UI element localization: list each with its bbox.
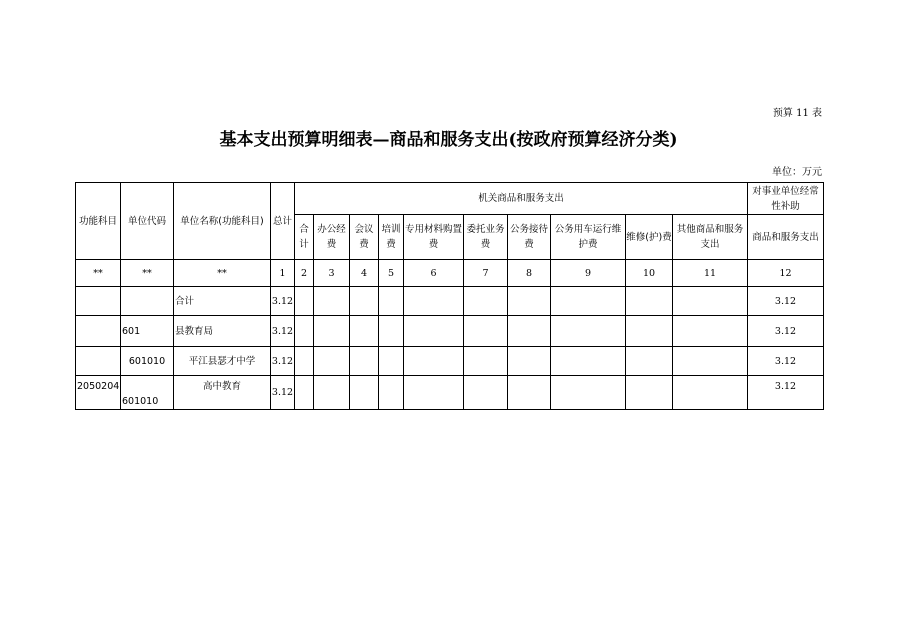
table-row: [76, 316, 824, 347]
index-cell: 4: [350, 260, 379, 287]
header-total: 总计: [271, 183, 295, 260]
header-row-1: [76, 183, 824, 215]
index-cell: 3: [314, 260, 350, 287]
index-cell: 2: [295, 260, 314, 287]
header-unit-name: 单位名称(功能科目): [174, 183, 271, 260]
header-col-reception: 公务接待费: [508, 215, 551, 260]
index-cell: **: [121, 260, 174, 287]
header-col-repair: 维修(护)费: [626, 215, 673, 260]
cell-total: 3.12: [271, 287, 295, 316]
header-col-inst-goods: 商品和服务支出: [748, 215, 824, 260]
unit-label: 单位：万元: [772, 167, 822, 178]
cell-unit-name: 高中教育: [174, 376, 271, 410]
cell-unit-code: 601010: [121, 376, 174, 410]
header-col-office: 办公经费: [314, 215, 350, 260]
header-func-subject: 功能科目: [76, 183, 121, 260]
table-row: [76, 347, 824, 376]
cell-func-subject: [76, 287, 121, 316]
index-cell: 8: [508, 260, 551, 287]
cell-inst-goods: 3.12: [748, 316, 824, 347]
header-col-training: 培训费: [379, 215, 404, 260]
budget-table: [75, 182, 824, 410]
index-row: [76, 260, 824, 287]
header-unit-code: 单位代码: [121, 183, 174, 260]
index-cell: 5: [379, 260, 404, 287]
cell-unit-name: 平江县瑟才中学: [174, 347, 271, 376]
table-row: [76, 287, 824, 316]
cell-total: 3.12: [271, 316, 295, 347]
index-cell: 1: [271, 260, 295, 287]
cell-func-subject: 2050204: [76, 376, 121, 410]
index-cell: **: [174, 260, 271, 287]
header-col-other: 其他商品和服务支出: [673, 215, 748, 260]
index-cell: **: [76, 260, 121, 287]
index-cell: 10: [626, 260, 673, 287]
header-col-vehicle: 公务用车运行维护费: [551, 215, 626, 260]
cell-unit-name: 合计: [174, 287, 271, 316]
cell-inst-goods: 3.12: [748, 376, 824, 410]
index-cell: 7: [464, 260, 508, 287]
cell-func-subject: [76, 347, 121, 376]
index-cell: 12: [748, 260, 824, 287]
cell-total: 3.12: [271, 347, 295, 376]
cell-unit-code: 601: [121, 316, 174, 347]
header-col-meeting: 会议费: [350, 215, 379, 260]
header-group-gov: 机关商品和服务支出: [295, 183, 748, 215]
form-number: 预算 11 表: [772, 108, 822, 119]
header-col-materials: 专用材料购置费: [404, 215, 464, 260]
header-col-heji: 合计: [295, 215, 314, 260]
index-cell: 9: [551, 260, 626, 287]
cell-total: 3.12: [271, 376, 295, 410]
header-col-entrusted: 委托业务费: [464, 215, 508, 260]
cell-unit-code: 601010: [121, 347, 174, 376]
cell-func-subject: [76, 316, 121, 347]
page-title: 基本支出预算明细表—商品和服务支出(按政府预算经济分类): [219, 130, 678, 150]
cell-inst-goods: 3.12: [748, 287, 824, 316]
table-row: [76, 376, 824, 410]
index-cell: 6: [404, 260, 464, 287]
cell-unit-code: [121, 287, 174, 316]
index-cell: 11: [673, 260, 748, 287]
cell-unit-name: 县教育局: [174, 316, 271, 347]
header-group-inst: 对事业单位经常性补助: [748, 183, 824, 215]
cell-inst-goods: 3.12: [748, 347, 824, 376]
